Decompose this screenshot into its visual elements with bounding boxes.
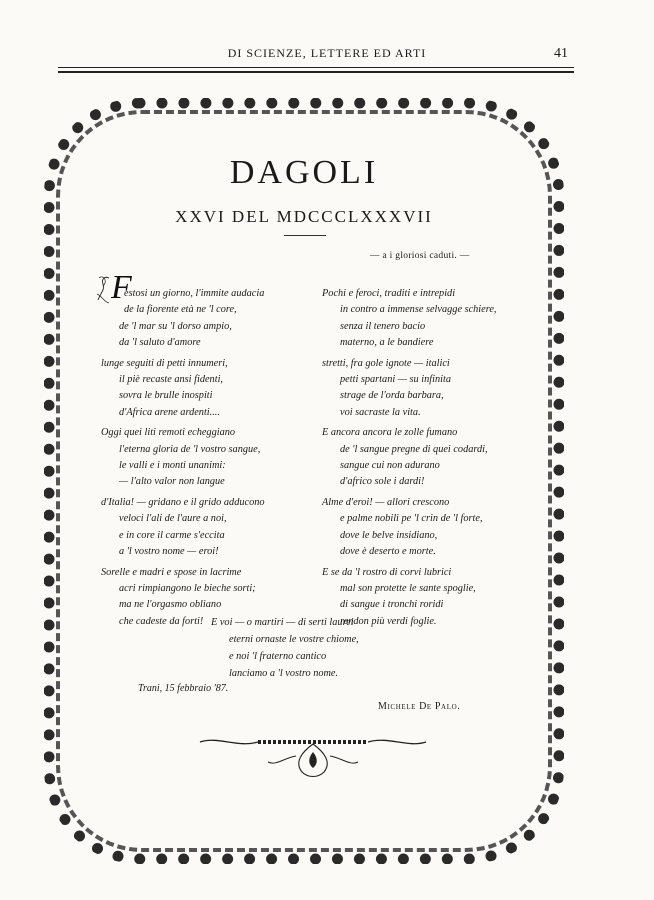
verse-line: Oggi quei liti remoti echeggiano xyxy=(101,427,236,439)
verse-line: senza il tenero bacio xyxy=(340,320,426,332)
verse-line: mal son protette le sante spoglie, xyxy=(340,582,476,594)
verse-line: de 'l mar su 'l dorso ampio, xyxy=(119,320,232,332)
stanza xyxy=(101,356,265,422)
stanza xyxy=(322,425,497,491)
header-rule-thick xyxy=(58,71,574,73)
verse-line: Sorelle e madri e spose in lacrime xyxy=(101,566,242,578)
header-rule-thin xyxy=(58,67,574,68)
verse-line: acri rimpiangono le bieche sorti; xyxy=(119,582,256,594)
poem-title: DAGOLI xyxy=(229,154,379,191)
closing-stanza xyxy=(211,614,359,682)
verse-line: — l'alto valor non langue xyxy=(119,476,225,488)
verse-line: che cadeste da forti! xyxy=(119,615,204,627)
verse-line: e noi 'l fraterno cantico xyxy=(229,651,327,662)
author-signature: Michele De Palo. xyxy=(378,701,461,712)
page-number: 41 xyxy=(554,46,568,61)
verse-line: E ancora ancora le zolle fumano xyxy=(322,427,458,439)
stanza xyxy=(101,495,265,561)
verse-line: lanciamo a 'l vostro nome. xyxy=(229,668,339,679)
verse-line: de la fiorente età ne 'l core, xyxy=(124,304,237,316)
running-title: DI SCIENZE, LETTERE ED ARTI xyxy=(227,46,427,60)
stanza xyxy=(322,356,497,422)
verse-line: dove le belve insidiano, xyxy=(340,529,438,541)
verse-line: Pochi e feroci, traditi e intrepidi xyxy=(322,288,456,299)
verse-line: le valli e i monti unanimi: xyxy=(119,460,226,472)
verse-line: stretti, fra gole ignote — italici xyxy=(322,357,450,369)
stanza xyxy=(101,425,265,491)
verse-line: sovra le brulle inospiti xyxy=(119,390,213,402)
verse-line: d'africo sole i dardi! xyxy=(340,476,425,488)
verse-line: e in core il carme s'eccita xyxy=(119,529,225,541)
drop-cap: F xyxy=(111,269,132,306)
verse-line: petti spartani — su infinita xyxy=(340,374,451,386)
poem-subtitle: XXVI DEL MDCCCLXXXVII xyxy=(175,207,433,226)
verse-line: rendon più verdi foglie. xyxy=(340,615,437,627)
verse-line: eterni ornaste le vostre chiome, xyxy=(229,634,359,645)
stanza xyxy=(322,286,497,352)
stanza xyxy=(101,286,265,352)
right-column xyxy=(322,286,497,634)
title-rule xyxy=(284,235,326,236)
verse-line: strage de l'orda barbara, xyxy=(340,390,444,402)
verse-line: estosi un giorno, l'immite audacia xyxy=(124,288,265,299)
verse-line: voi sacraste la vita. xyxy=(340,406,421,418)
stanza xyxy=(322,495,497,561)
verse-line: di sangue i tronchi roridi xyxy=(340,599,444,611)
verse-line: e palme nobili pe 'l crin de 'l forte, xyxy=(340,513,483,525)
verse-line: a 'l vostro nome — eroi! xyxy=(119,546,219,558)
verse-line: il piè recaste ansi fidenti, xyxy=(119,374,223,386)
left-column xyxy=(101,286,265,634)
verse-line: d'Africa arene ardenti.... xyxy=(119,406,220,418)
verse-line: l'eterna gloria de 'l vostro sangue, xyxy=(119,443,261,455)
verse-line: Alme d'eroi! — allori crescono xyxy=(322,496,450,508)
tailpiece-ornament-icon xyxy=(198,732,428,782)
verse-line: veloci l'ali de l'aure a noi, xyxy=(119,513,227,525)
verse-line: sangue cui non adurano xyxy=(340,460,440,472)
place-date: Trani, 15 febbraio '87. xyxy=(138,683,229,694)
verse-line: ma ne l'orgasmo obliano xyxy=(119,599,222,611)
verse-line: dove è deserto e morte. xyxy=(340,546,436,558)
verse-line: E voi — o martiri — di serti laurei xyxy=(211,617,354,628)
verse-line: d'Italia! — gridano e il grido adducono xyxy=(101,496,265,508)
verse-line: de 'l sangue pregne di quei codardi, xyxy=(340,443,488,455)
verse-line: E se da 'l rostro di corvi lubrici xyxy=(322,566,452,578)
verse-line: in contro a immense selvagge schiere, xyxy=(340,304,497,316)
verse-line: materno, a le bandiere xyxy=(340,337,434,349)
verse-line: lunge seguiti di petti innumeri, xyxy=(101,357,228,369)
page-header xyxy=(0,46,654,76)
verse-line: da 'l saluto d'amore xyxy=(119,337,201,349)
dedication: — a i gloriosi caduti. — xyxy=(370,251,470,261)
